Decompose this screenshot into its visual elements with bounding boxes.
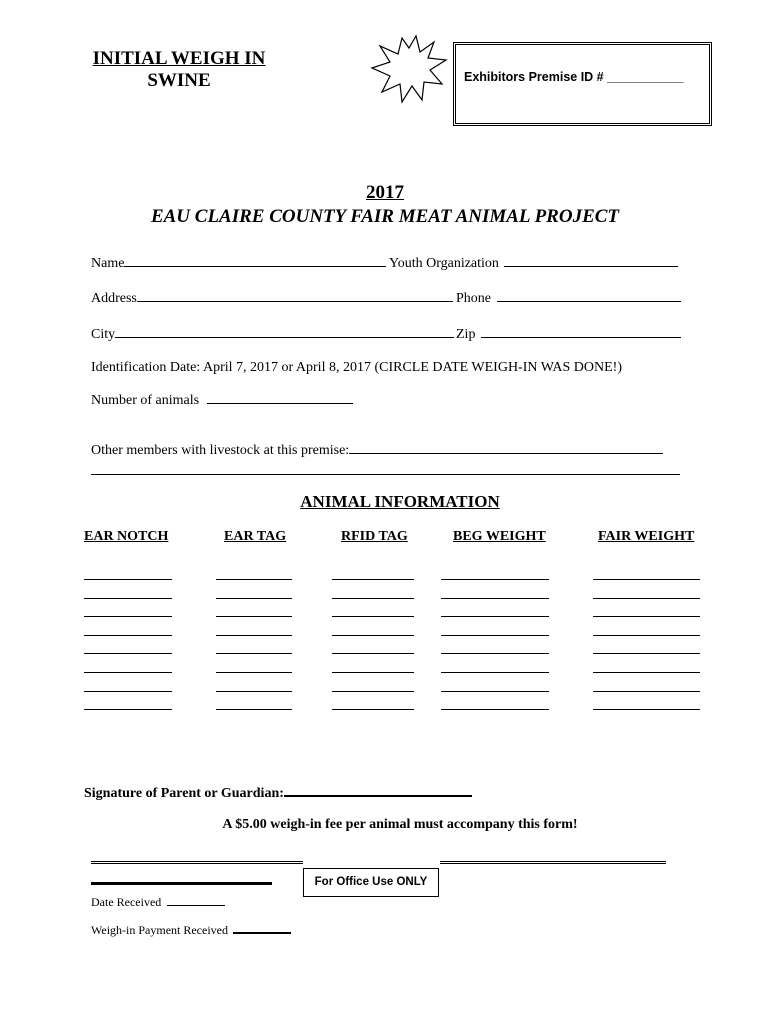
office-rule-left [91,861,303,864]
address-line[interactable] [137,288,453,302]
col-rfid-tag: RFID TAG [341,529,408,544]
phone-label: Phone [456,291,491,306]
youth-org-field[interactable] [389,253,678,272]
animal-entry-line[interactable] [84,579,172,580]
animal-entry-line[interactable] [332,672,414,673]
payment-received-label: Weigh-in Payment Received [91,923,228,937]
animal-entry-line[interactable] [593,709,700,710]
animal-entry-line[interactable] [332,653,414,654]
event-title: EAU CLAIRE COUNTY FAIR MEAT ANIMAL PROJECT [150,206,620,227]
youth-org-label: Youth Organization [389,256,499,271]
other-members-label: Other members with livestock at this premise: [91,443,350,458]
animal-entry-line[interactable] [332,691,414,692]
col-fair-weight: FAIR WEIGHT [598,529,695,544]
animal-entry-line[interactable] [84,709,172,710]
animal-entry-line[interactable] [593,672,700,673]
premise-id-box [453,42,712,126]
animal-entry-line[interactable] [84,653,172,654]
animal-entry-line[interactable] [216,672,292,673]
phone-line[interactable] [497,288,681,302]
animal-entry-line[interactable] [593,653,700,654]
animal-entry-line[interactable] [332,709,414,710]
other-members-field[interactable] [91,440,663,459]
col-beg-weight: BEG WEIGHT [453,529,546,544]
phone-field[interactable] [456,288,681,307]
premise-id-field[interactable]: Exhibitors Premise ID # ___________ [464,70,684,84]
animal-info-title: ANIMAL INFORMATION [300,492,500,511]
signature-line[interactable] [284,781,472,797]
payment-received-field[interactable] [91,921,291,938]
animal-entry-line[interactable] [441,616,549,617]
animal-entry-line[interactable] [593,616,700,617]
animal-entry-line[interactable] [84,616,172,617]
animal-entry-line[interactable] [593,691,700,692]
date-received-line[interactable] [167,894,225,906]
office-use-label: For Office Use ONLY [303,868,439,897]
zip-line[interactable] [481,324,681,338]
animal-entry-line[interactable] [216,653,292,654]
city-label: City [91,327,116,342]
animal-entry-line[interactable] [441,691,549,692]
payment-received-line[interactable] [233,921,291,934]
fee-note: A $5.00 weigh-in fee per animal must accompany this form! [222,817,578,832]
animal-entry-line[interactable] [84,598,172,599]
event-year: 2017 [366,182,404,203]
date-received-field[interactable] [91,894,225,910]
name-label: Name [91,256,125,271]
animal-entry-line[interactable] [216,709,292,710]
animal-entry-line[interactable] [441,598,549,599]
animal-entry-line[interactable] [441,709,549,710]
starburst-icon [370,34,448,106]
address-label: Address [91,291,137,306]
signature-field[interactable] [84,781,472,802]
title-line-2: SWINE [147,70,211,91]
animal-entry-line[interactable] [332,616,414,617]
other-members-line[interactable] [349,440,663,454]
other-members-line-2[interactable] [91,474,680,475]
youth-org-line[interactable] [504,253,678,267]
animal-entry-line[interactable] [216,598,292,599]
address-field[interactable] [91,288,453,307]
animal-entry-line[interactable] [84,672,172,673]
animal-entry-line[interactable] [216,691,292,692]
animal-entry-line[interactable] [84,635,172,636]
office-rule-right [440,861,666,864]
zip-field[interactable] [456,324,681,343]
animal-entry-line[interactable] [441,635,549,636]
animal-entry-line[interactable] [441,672,549,673]
animal-entry-line[interactable] [216,635,292,636]
zip-label: Zip [456,327,476,342]
animal-entry-line[interactable] [593,598,700,599]
name-line[interactable] [124,253,386,267]
animal-entry-line[interactable] [332,598,414,599]
date-received-label: Date Received [91,895,162,909]
animal-entry-line[interactable] [332,579,414,580]
animal-entry-line[interactable] [593,579,700,580]
name-field[interactable] [91,253,386,272]
title-line-1: INITIAL WEIGH IN [92,48,266,69]
animals-line[interactable] [207,390,353,404]
animal-entry-line[interactable] [332,635,414,636]
col-ear-notch: EAR NOTCH [84,529,169,544]
city-field[interactable] [91,324,454,343]
animal-entry-line[interactable] [441,653,549,654]
animals-label: Number of animals [91,393,200,408]
animal-entry-line[interactable] [216,579,292,580]
signature-label: Signature of Parent or Guardian: [84,786,284,801]
identification-note: Identification Date: April 7, 2017 or April 8, 2017 (CIRCLE DATE WEIGH-IN WAS DONE!) [91,360,623,375]
animal-entry-line[interactable] [216,616,292,617]
animals-field[interactable] [91,390,353,409]
animal-entry-line[interactable] [84,691,172,692]
city-line[interactable] [115,324,454,338]
animal-entry-line[interactable] [593,635,700,636]
office-rule-short [91,882,272,885]
col-ear-tag: EAR TAG [224,529,287,544]
animal-entry-line[interactable] [441,579,549,580]
form-title [84,48,274,92]
